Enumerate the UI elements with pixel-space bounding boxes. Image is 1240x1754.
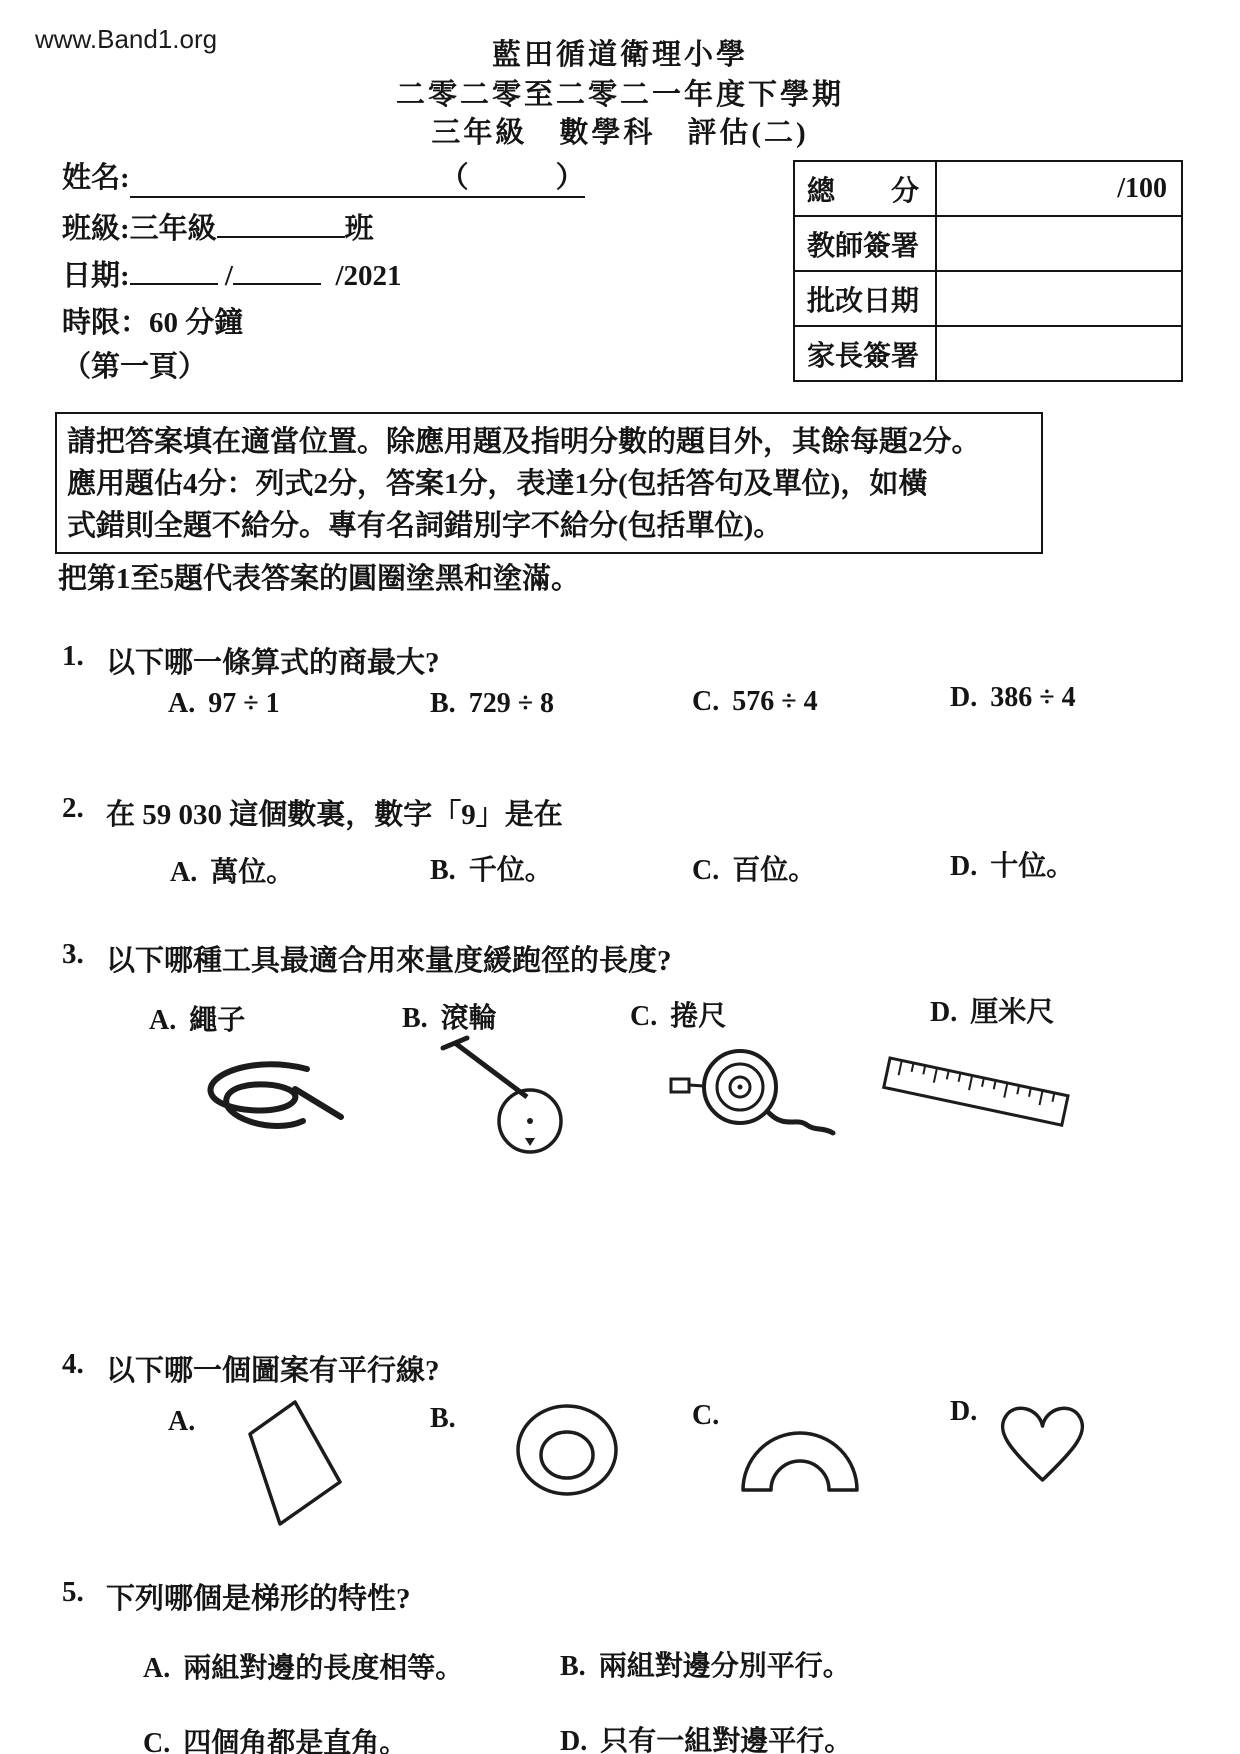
q1-option-a: A. 97 ÷ 1 [168, 688, 280, 719]
q4-option-d: D. [950, 1396, 978, 1427]
fill-instruction: 把第1至5題代表答案的圓圈塗黑和塗滿。 [58, 563, 581, 595]
q1-option-b: B. 729 ÷ 8 [430, 688, 555, 719]
q1-option-d: D. 386 ÷ 4 [950, 682, 1076, 713]
ruler-icon [880, 1043, 1090, 1133]
score-label-markdate: 批改日期 [794, 271, 936, 326]
q1-option-c: C. 576 ÷ 4 [692, 686, 818, 717]
instruction-line-1: 請把答案填在適當位置。除應用題及指明分數的題目外，其餘每題2分。 [67, 426, 981, 458]
q3-option-b: B. 滾輪 [402, 1003, 497, 1034]
score-label-parent: 家長簽署 [794, 326, 936, 381]
time-limit: 時限：60 分鐘 [62, 307, 244, 339]
watermark: www.Band1.org [35, 24, 218, 54]
page-note: （第一頁） [62, 351, 208, 383]
date-year: /2021 [335, 260, 402, 292]
date-line [62, 253, 402, 294]
q2-option-c: C. 百位。 [692, 855, 817, 886]
question-number: 2. [62, 792, 84, 824]
date-separator: / [224, 260, 233, 292]
arch-shape [735, 1426, 865, 1496]
q3-option-c: C. 捲尺 [630, 1001, 727, 1032]
name-number-paren: （ ） [439, 162, 585, 194]
instructions-box [55, 412, 1043, 554]
q3-option-a: A. 繩子 [149, 1005, 246, 1036]
question-text: 以下哪種工具最適合用來量度緩跑徑的長度? [106, 945, 672, 977]
question-text: 以下哪一個圖案有平行線? [106, 1355, 440, 1387]
q5-option-c: C. 四個角都是直角。 [143, 1728, 408, 1754]
exam-title: 三年級 數學科 評估(二) [431, 117, 809, 149]
tape-measure-icon [655, 1045, 840, 1140]
q5-option-a: A. 兩組對邊的長度相等。 [143, 1653, 464, 1684]
date-day-blank [130, 255, 218, 285]
quadrilateral-shape [240, 1398, 345, 1528]
instruction-line-3: 式錯則全題不給分。專有名詞錯別字不給分(包括單位)。 [67, 510, 783, 542]
q4-option-c: C. [692, 1400, 720, 1431]
score-label-teacher: 教師簽署 [794, 216, 936, 271]
score-row-parent [794, 326, 1182, 381]
question-number: 4. [62, 1348, 84, 1380]
q3-option-d: D. 厘米尺 [930, 997, 1055, 1028]
score-row-markdate [794, 271, 1182, 326]
q5-option-d: D. 只有一組對邊平行。 [560, 1726, 853, 1754]
rope-icon [195, 1055, 345, 1140]
class-label: 班級:三年級 [62, 213, 217, 245]
q2-option-b: B. 千位。 [430, 855, 553, 886]
score-value-markdate [936, 271, 1182, 326]
question-number: 3. [62, 938, 84, 970]
score-value-parent [936, 326, 1182, 381]
q4-option-b: B. [430, 1403, 456, 1434]
class-blank [217, 208, 345, 238]
school-year: 二零二零至二零二一年度下學期 [395, 79, 844, 111]
date-label: 日期: [62, 260, 130, 292]
ring-shape [515, 1403, 620, 1498]
class-line [62, 206, 374, 247]
school-name: 藍田循道衛理小學 [491, 39, 748, 71]
question-text: 以下哪一條算式的商最大? [106, 647, 440, 679]
question-number: 5. [62, 1576, 84, 1608]
date-month-blank [233, 255, 321, 285]
name-blank [130, 155, 585, 198]
score-value-total: /100 [936, 161, 1182, 216]
q2-option-d: D. 十位。 [950, 851, 1075, 882]
heart-shape [995, 1400, 1090, 1485]
name-line [62, 155, 585, 198]
measuring-wheel-icon [435, 1035, 575, 1155]
class-suffix: 班 [344, 213, 374, 245]
score-row-total [794, 161, 1182, 216]
q2-option-a: A. 萬位。 [170, 857, 295, 888]
score-label-total: 總 分 [794, 161, 936, 216]
question-text: 下列哪個是梯形的特性? [106, 1583, 411, 1615]
score-value-teacher [936, 216, 1182, 271]
q4-option-a: A. [168, 1406, 196, 1437]
score-table [793, 160, 1183, 382]
question-number: 1. [62, 640, 84, 672]
score-row-teacher [794, 216, 1182, 271]
name-label: 姓名: [62, 162, 130, 194]
question-text: 在 59 030 這個數裏，數字「9」是在 [106, 799, 563, 831]
instruction-line-2: 應用題佔4分：列式2分，答案1分，表達1分(包括答句及單位)，如橫 [67, 468, 928, 500]
q5-option-b: B. 兩組對邊分別平行。 [560, 1651, 851, 1682]
